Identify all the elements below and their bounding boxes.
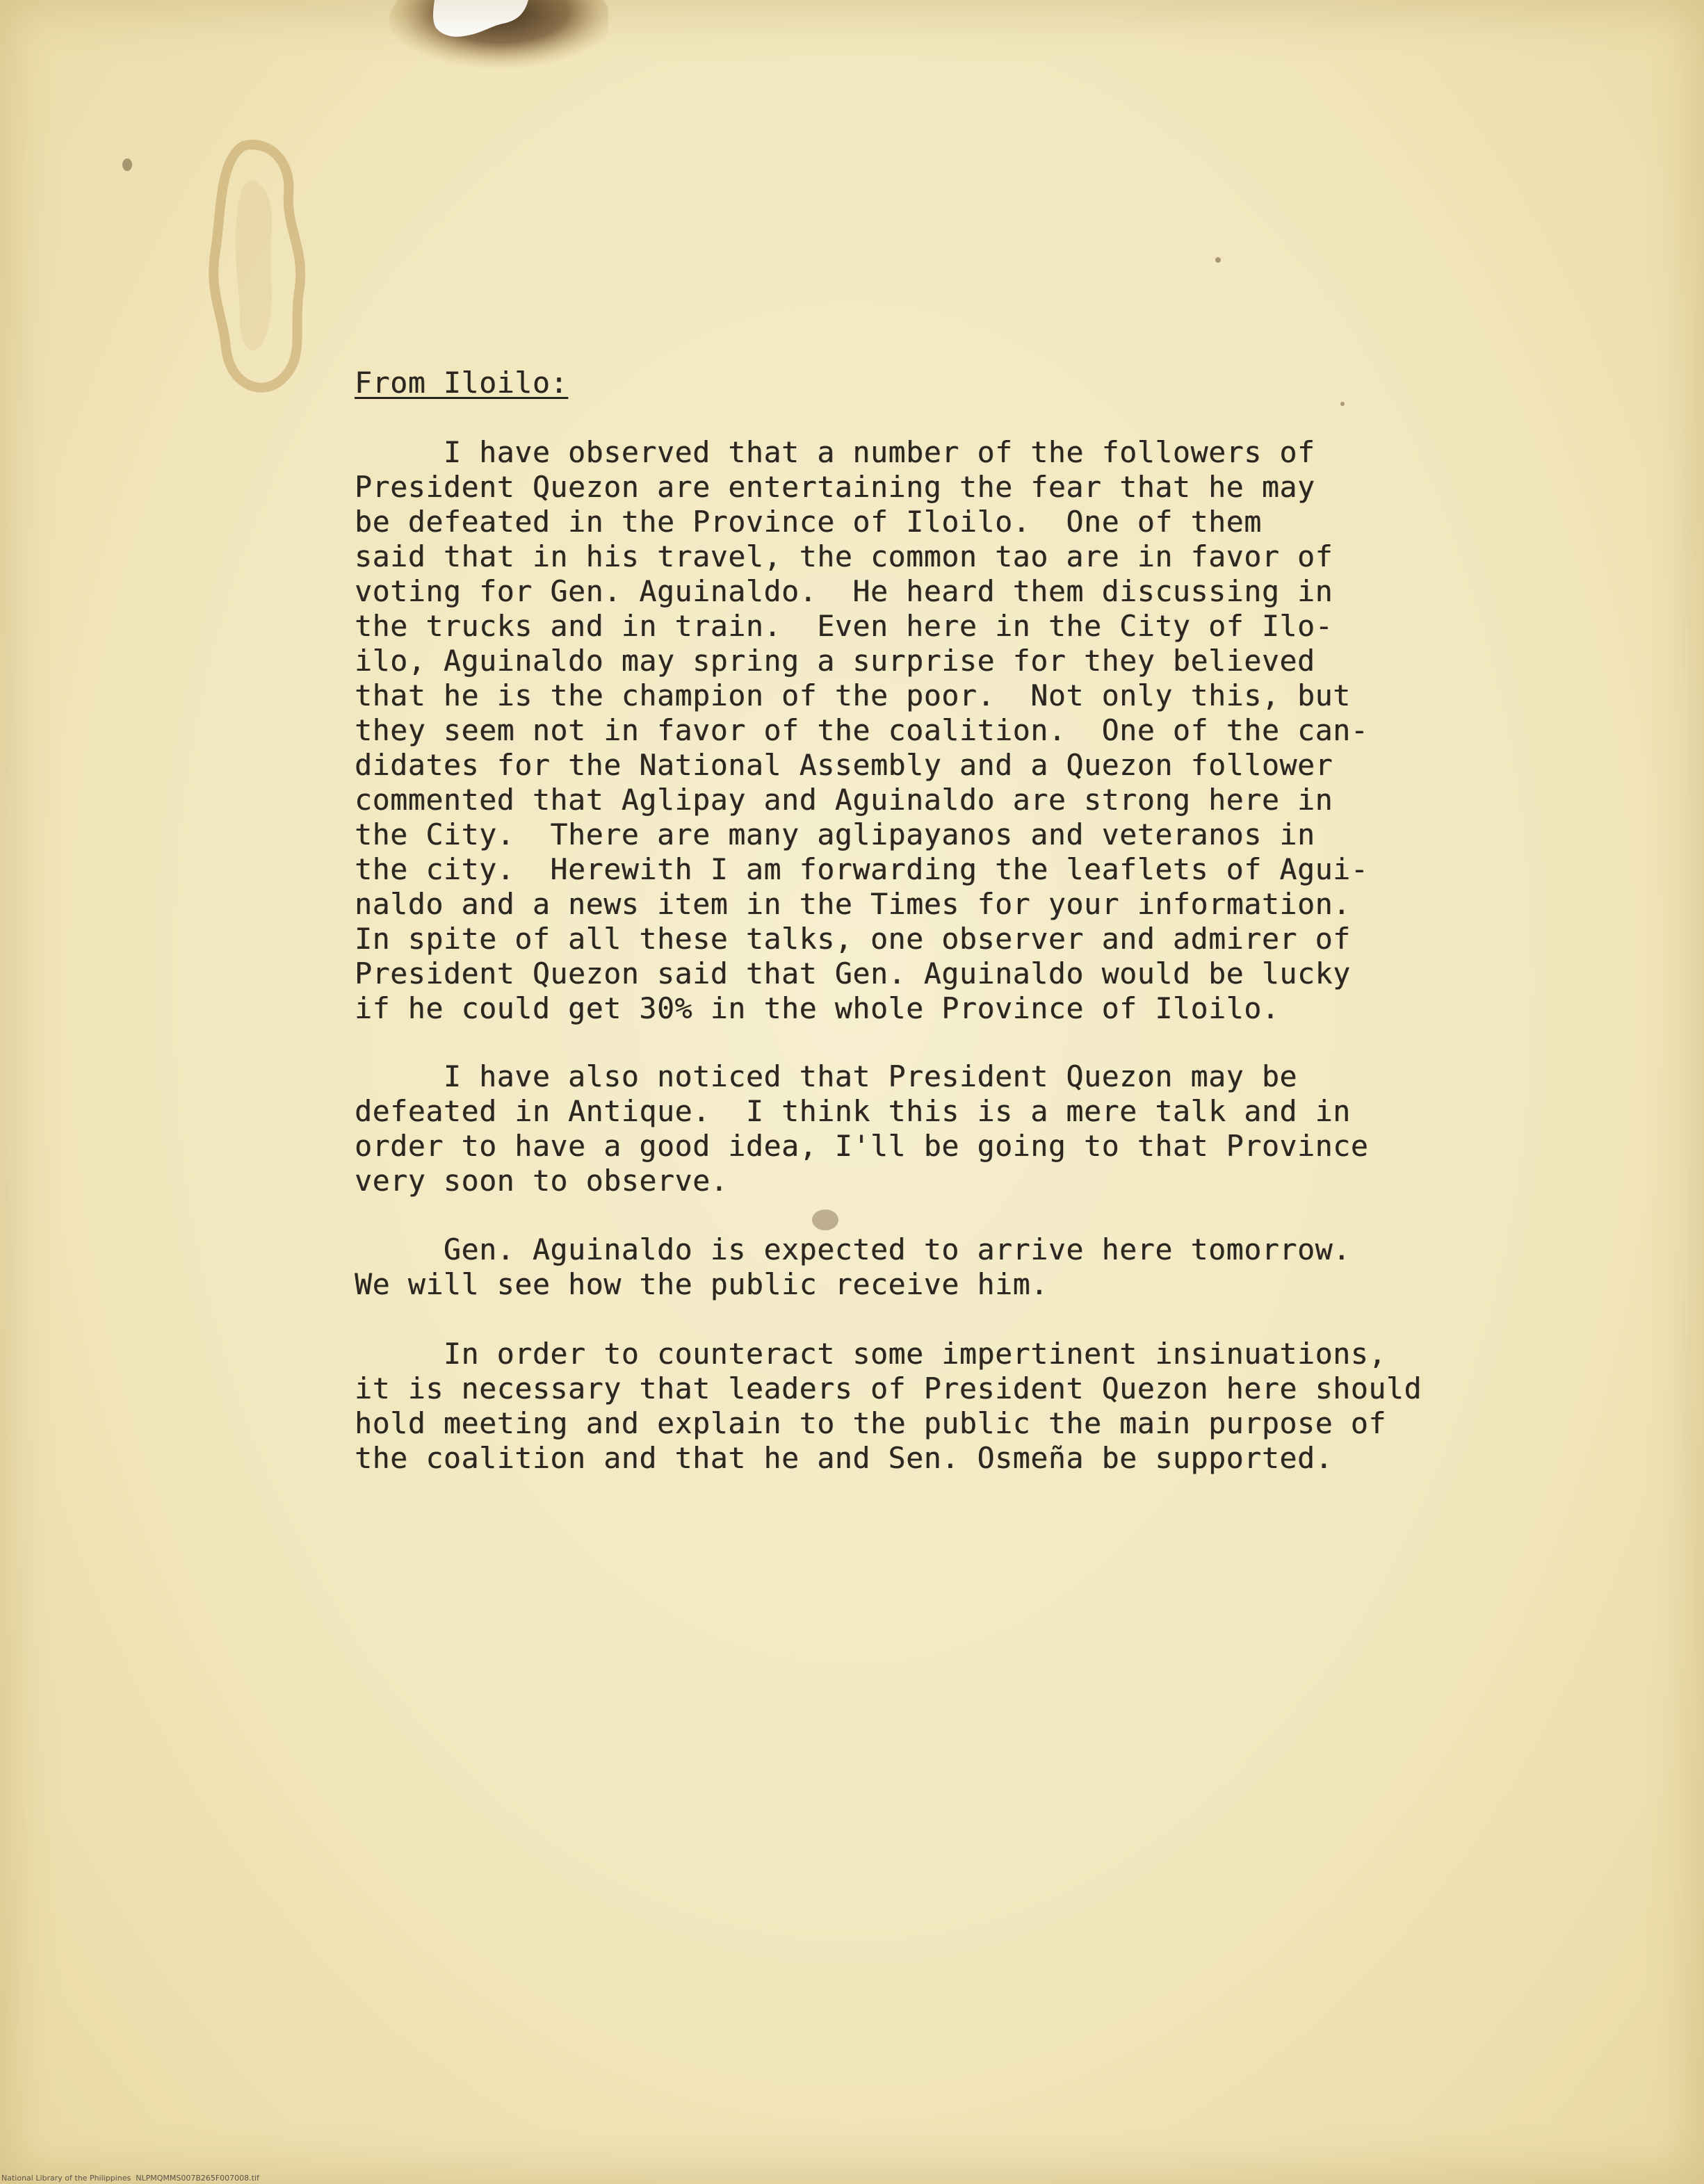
paragraph-2: I have also noticed that President Quezon may be defeated in Antique. I think this is a mere talk and in order to have a good idea, I'll be going to that Province very soon to observe. — [355, 1059, 1369, 1198]
archive-label: National Library of the Philippines — [1, 2174, 131, 2183]
document-heading: From Iloilo: — [355, 366, 569, 400]
ink-spot — [1340, 402, 1345, 406]
ink-spot — [812, 1209, 838, 1230]
paragraph-4: In order to counteract some impertinent insinuations, it is necessary that leaders of President Quezon here should hold meeting and explain to the public the main purpose of the coalition and that he and Sen. Osmeña be supported. — [355, 1337, 1422, 1475]
file-id: NLPMQMMS007B265F007008.tif — [136, 2174, 259, 2183]
paragraph-3: Gen. Aguinaldo is expected to arrive here tomorrow. We will see how the public receive him. — [355, 1232, 1351, 1301]
paragraph-1: I have observed that a number of the followers of President Quezon are entertaining the fear that he may be defeated in the Province of Iloilo. One of them said that in his travel, the common tao are in favor of voting for Gen. Aguinaldo. He heard them discussing in the trucks and in train. Even here in the City of Ilo- ilo, Aguinaldo may spring a surprise for they believed that he is the champion of the poor. Not only this, but they seem not in favor of the coalition. One of the can- didates for the National Assembly and a Quezon follower commented that Aglipay and Aguinaldo are strong here in the City. There are many aglipayanos and veteranos in the city. Herewith I am forwarding the leaflets of Agui- naldo and a news item in the Times for your information. In spite of all these talks, one observer and admirer of President Quezon said that Gen. Aguinaldo would be lucky if he could get 30% in the whole Province of Iloilo. — [355, 435, 1369, 1025]
water-stain-mark — [202, 132, 320, 396]
archive-footer — [1, 2174, 259, 2183]
ink-spot — [1215, 257, 1221, 263]
burn-hole-mark — [386, 0, 608, 76]
ink-spot — [122, 158, 132, 171]
